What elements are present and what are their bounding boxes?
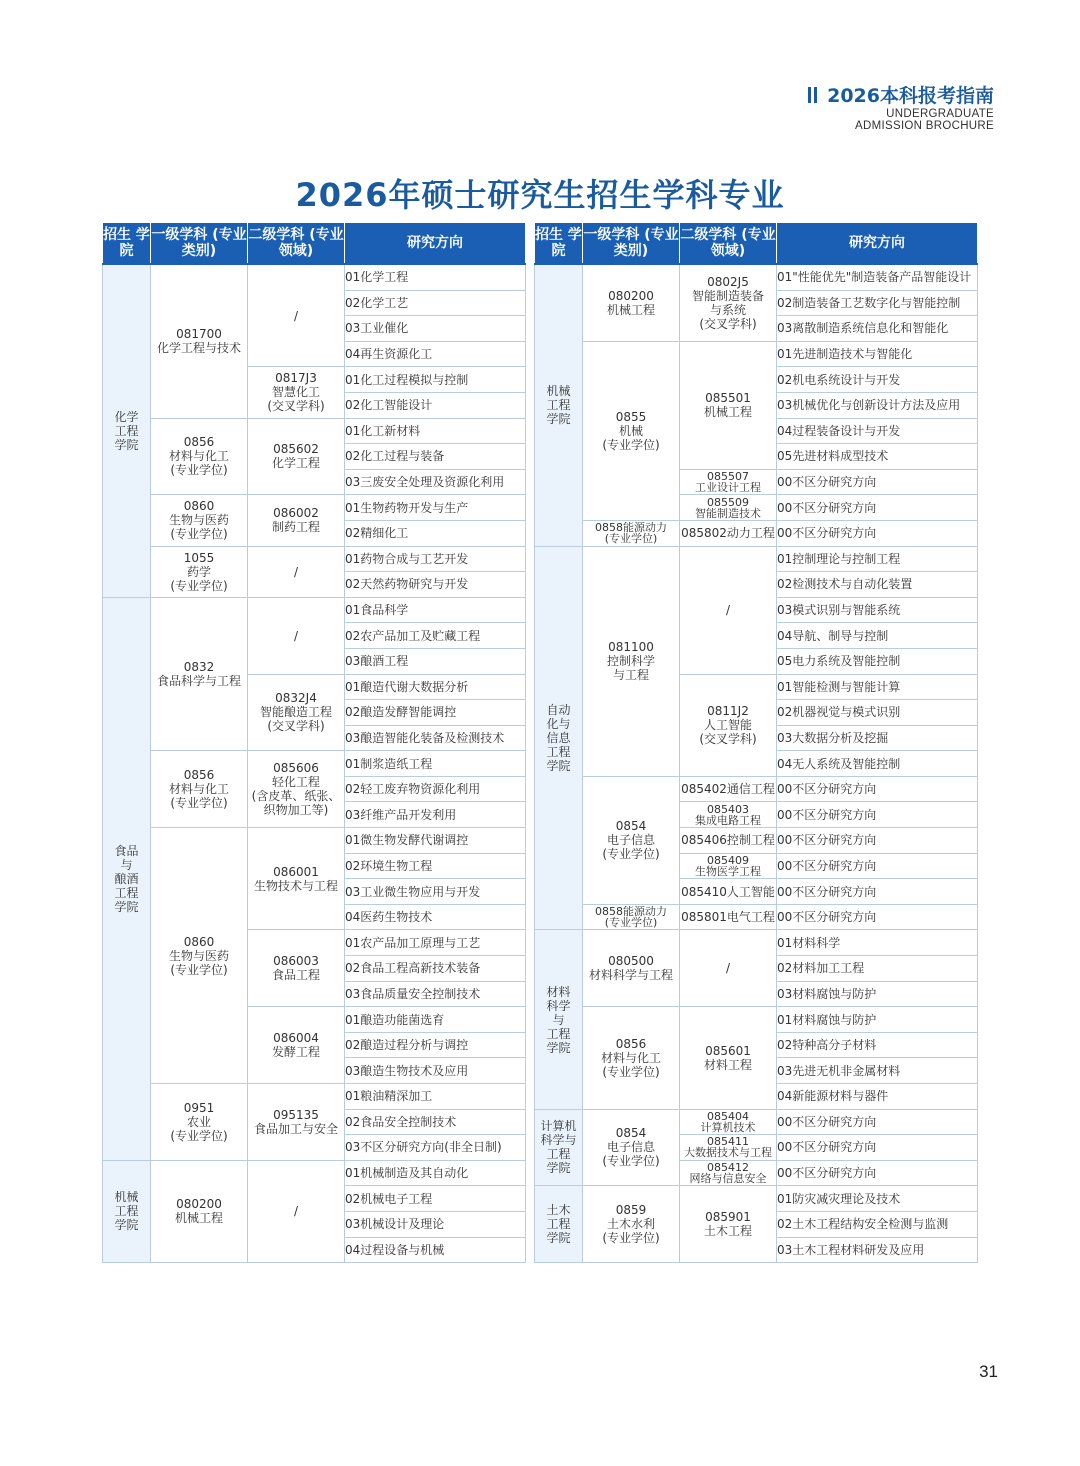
research-direction-cell: 00不区分研究方向 — [777, 879, 978, 905]
college-cell: 机械 工程 学院 — [535, 264, 583, 546]
col-header-college: 招生 学院 — [103, 223, 151, 265]
research-direction-cell: 05先进材料成型技术 — [777, 444, 978, 470]
research-direction-cell: 01化工过程模拟与控制 — [345, 367, 526, 393]
discipline-cell: 080500 材料科学与工程 — [583, 930, 680, 1007]
discipline-cell: / — [680, 546, 777, 674]
discipline-cell: 0817J3 智慧化工 (交叉学科) — [248, 367, 345, 418]
research-direction-cell: 00不区分研究方向 — [777, 469, 978, 495]
discipline-cell: / — [248, 546, 345, 597]
discipline-cell: 0856 材料与化工 (专业学位) — [151, 418, 248, 495]
research-direction-cell: 04再生资源化工 — [345, 341, 526, 367]
brand-bar-icon — [814, 87, 817, 103]
research-direction-cell: 00不区分研究方向 — [777, 1109, 978, 1135]
discipline-cell: 085411 大数据技术与工程 — [680, 1135, 777, 1161]
research-direction-cell: 04医药生物技术 — [345, 904, 526, 930]
research-direction-cell: 00不区分研究方向 — [777, 904, 978, 930]
research-direction-cell: 01药物合成与工艺开发 — [345, 546, 526, 572]
research-direction-cell: 03工业催化 — [345, 316, 526, 342]
discipline-cell: 085507 工业设计工程 — [680, 469, 777, 495]
table-row — [103, 1160, 526, 1186]
discipline-cell: / — [248, 597, 345, 674]
research-direction-cell: 04过程设备与机械 — [345, 1237, 526, 1263]
research-direction-cell: 01粮油精深加工 — [345, 1084, 526, 1110]
research-direction-cell: 02土木工程结构安全检测与监测 — [777, 1211, 978, 1237]
discipline-cell: 0854 电子信息 (专业学位) — [583, 776, 680, 904]
discipline-cell: 0832 食品科学与工程 — [151, 597, 248, 751]
research-direction-cell: 02化工过程与装备 — [345, 444, 526, 470]
research-direction-cell: 02机电系统设计与开发 — [777, 367, 978, 393]
research-direction-cell: 02酿造过程分析与调控 — [345, 1032, 526, 1058]
table-row — [535, 1186, 978, 1212]
research-direction-cell: 03模式识别与智能系统 — [777, 597, 978, 623]
research-direction-cell: 01先进制造技术与智能化 — [777, 341, 978, 367]
college-cell: 材料 科学 与 工程 学院 — [535, 930, 583, 1109]
discipline-cell: 085406控制工程 — [680, 828, 777, 854]
research-direction-cell: 01机械制造及其自动化 — [345, 1160, 526, 1186]
table-row — [103, 546, 526, 572]
discipline-cell: 0854 电子信息 (专业学位) — [583, 1109, 680, 1186]
research-direction-cell: 03机械优化与创新设计方法及应用 — [777, 392, 978, 418]
research-direction-cell: 02精细化工 — [345, 520, 526, 546]
brand-bar-icon — [808, 87, 811, 103]
table-row — [535, 1007, 978, 1033]
table-row — [535, 776, 978, 802]
research-direction-cell: 02制造装备工艺数字化与智能控制 — [777, 290, 978, 316]
col-header-college: 招生 学院 — [535, 223, 583, 265]
table-row — [103, 1084, 526, 1110]
discipline-cell: 086004 发酵工程 — [248, 1007, 345, 1084]
brand-subtitle-line1: UNDERGRADUATE — [886, 108, 994, 120]
research-direction-cell: 03机械设计及理论 — [345, 1211, 526, 1237]
discipline-cell: 085802动力工程 — [680, 520, 777, 546]
discipline-cell: 085801电气工程 — [680, 904, 777, 930]
table-header-row — [103, 223, 526, 265]
program-table-right — [534, 222, 978, 1263]
college-cell: 食品 与 酿酒 工程 学院 — [103, 597, 151, 1160]
research-direction-cell: 04新能源材料与器件 — [777, 1084, 978, 1110]
research-direction-cell: 00不区分研究方向 — [777, 853, 978, 879]
discipline-cell: 0860 生物与医药 (专业学位) — [151, 828, 248, 1084]
research-direction-cell: 01化工新材料 — [345, 418, 526, 444]
discipline-cell: 085501 机械工程 — [680, 341, 777, 469]
research-direction-cell: 03酿造生物技术及应用 — [345, 1058, 526, 1084]
discipline-cell: 0811J2 人工智能 (交叉学科) — [680, 674, 777, 776]
research-direction-cell: 01制浆造纸工程 — [345, 751, 526, 777]
table-row — [103, 264, 526, 290]
research-direction-cell: 00不区分研究方向 — [777, 1160, 978, 1186]
research-direction-cell: 00不区分研究方向 — [777, 520, 978, 546]
research-direction-cell: 01材料腐蚀与防护 — [777, 1007, 978, 1033]
research-direction-cell: 03纤维产品开发利用 — [345, 802, 526, 828]
page-number: 31 — [979, 1362, 998, 1381]
table-row — [535, 264, 978, 290]
discipline-cell: / — [680, 930, 777, 1007]
brand-title — [808, 84, 994, 108]
table-row — [103, 597, 526, 623]
research-direction-cell: 02化工智能设计 — [345, 392, 526, 418]
college-cell: 化学 工程 学院 — [103, 264, 151, 597]
research-direction-cell: 03酿造智能化装备及检测技术 — [345, 725, 526, 751]
brand-title-text: 2026本科报考指南 — [827, 85, 994, 107]
table-row — [103, 751, 526, 777]
research-direction-cell: 02食品工程高新技术装备 — [345, 956, 526, 982]
table-row — [535, 341, 978, 367]
discipline-cell: 0858能源动力 (专业学位) — [583, 904, 680, 930]
col-header-level2: 二级学科 (专业领域) — [248, 223, 345, 265]
research-direction-cell: 02化学工艺 — [345, 290, 526, 316]
research-direction-cell: 04无人系统及智能控制 — [777, 751, 978, 777]
discipline-cell: 085412 网络与信息安全 — [680, 1160, 777, 1186]
research-direction-cell: 03离散制造系统信息化和智能化 — [777, 316, 978, 342]
research-direction-cell: 01控制理论与控制工程 — [777, 546, 978, 572]
research-direction-cell: 01材料科学 — [777, 930, 978, 956]
discipline-cell: / — [248, 264, 345, 367]
research-direction-cell: 02天然药物研究与开发 — [345, 572, 526, 598]
research-direction-cell: 02农产品加工及贮藏工程 — [345, 623, 526, 649]
col-header-direction: 研究方向 — [345, 223, 526, 265]
discipline-cell: 085602 化学工程 — [248, 418, 345, 495]
brand-header — [808, 84, 994, 132]
discipline-cell: 081100 控制科学 与工程 — [583, 546, 680, 776]
discipline-cell: 085403 集成电路工程 — [680, 802, 777, 828]
research-direction-cell: 03先进无机非金属材料 — [777, 1058, 978, 1084]
research-direction-cell: 00不区分研究方向 — [777, 495, 978, 521]
research-direction-cell: 00不区分研究方向 — [777, 802, 978, 828]
research-direction-cell: 04导航、制导与控制 — [777, 623, 978, 649]
college-cell: 计算机 科学与 工程 学院 — [535, 1109, 583, 1186]
discipline-cell: / — [248, 1160, 345, 1262]
discipline-cell: 085606 轻化工程 (含皮革、纸张、 织物加工等) — [248, 751, 345, 828]
research-direction-cell: 01智能检测与智能计算 — [777, 674, 978, 700]
table-header-row — [535, 223, 978, 265]
discipline-cell: 1055 药学 (专业学位) — [151, 546, 248, 597]
research-direction-cell: 02材料加工工程 — [777, 956, 978, 982]
program-table-left — [102, 222, 526, 1263]
research-direction-cell: 02环境生物工程 — [345, 853, 526, 879]
table-row — [103, 828, 526, 854]
research-direction-cell: 05电力系统及智能控制 — [777, 648, 978, 674]
research-direction-cell: 03不区分研究方向(非全日制) — [345, 1135, 526, 1161]
col-header-level1: 一级学科 (专业类别) — [151, 223, 248, 265]
discipline-cell: 0832J4 智能酿造工程 (交叉学科) — [248, 674, 345, 751]
discipline-cell: 095135 食品加工与安全 — [248, 1084, 345, 1161]
research-direction-cell: 01农产品加工原理与工艺 — [345, 930, 526, 956]
research-direction-cell: 01酿造功能菌选育 — [345, 1007, 526, 1033]
research-direction-cell: 01微生物发酵代谢调控 — [345, 828, 526, 854]
table-row — [535, 930, 978, 956]
discipline-cell: 086002 制药工程 — [248, 495, 345, 546]
table-row — [103, 418, 526, 444]
college-cell: 土木 工程 学院 — [535, 1186, 583, 1263]
table-row — [103, 495, 526, 521]
discipline-cell: 0860 生物与医药 (专业学位) — [151, 495, 248, 546]
discipline-cell: 0856 材料与化工 (专业学位) — [583, 1007, 680, 1109]
research-direction-cell: 03酿酒工程 — [345, 648, 526, 674]
research-direction-cell: 03大数据分析及挖掘 — [777, 725, 978, 751]
discipline-cell: 086003 食品工程 — [248, 930, 345, 1007]
research-direction-cell: 00不区分研究方向 — [777, 1135, 978, 1161]
research-direction-cell: 03土木工程材料研发及应用 — [777, 1237, 978, 1263]
research-direction-cell: 02检测技术与自动化装置 — [777, 572, 978, 598]
discipline-cell: 0858能源动力 (专业学位) — [583, 520, 680, 546]
table-row — [535, 904, 978, 930]
table-body — [535, 264, 978, 1263]
research-direction-cell: 01"性能优先"制造装备产品智能设计 — [777, 264, 978, 290]
research-direction-cell: 03食品质量安全控制技术 — [345, 981, 526, 1007]
discipline-cell: 086001 生物技术与工程 — [248, 828, 345, 930]
discipline-cell: 0859 土木水利 (专业学位) — [583, 1186, 680, 1263]
research-direction-cell: 01生物药物开发与生产 — [345, 495, 526, 521]
brand-subtitle-line2: ADMISSION BROCHURE — [855, 120, 994, 132]
research-direction-cell: 02酿造发酵智能调控 — [345, 700, 526, 726]
col-header-level2: 二级学科 (专业领域) — [680, 223, 777, 265]
research-direction-cell: 03工业微生物应用与开发 — [345, 879, 526, 905]
research-direction-cell: 02机器视觉与模式识别 — [777, 700, 978, 726]
discipline-cell: 080200 机械工程 — [151, 1160, 248, 1262]
table-row — [535, 1109, 978, 1135]
col-header-level1: 一级学科 (专业类别) — [583, 223, 680, 265]
research-direction-cell: 00不区分研究方向 — [777, 776, 978, 802]
discipline-cell: 085410人工智能 — [680, 879, 777, 905]
discipline-cell: 085601 材料工程 — [680, 1007, 777, 1109]
research-direction-cell: 01酿造代谢大数据分析 — [345, 674, 526, 700]
college-cell: 机械 工程 学院 — [103, 1160, 151, 1262]
discipline-cell: 080200 机械工程 — [583, 264, 680, 341]
discipline-cell: 0855 机械 (专业学位) — [583, 341, 680, 520]
table-row — [535, 546, 978, 572]
discipline-cell: 085402通信工程 — [680, 776, 777, 802]
discipline-cell: 0951 农业 (专业学位) — [151, 1084, 248, 1161]
research-direction-cell: 02特种高分子材料 — [777, 1032, 978, 1058]
discipline-cell: 081700 化学工程与技术 — [151, 264, 248, 418]
research-direction-cell: 02机械电子工程 — [345, 1186, 526, 1212]
research-direction-cell: 04过程装备设计与开发 — [777, 418, 978, 444]
page-title: 2026年硕士研究生招生学科专业 — [295, 176, 785, 214]
discipline-cell: 085409 生物医学工程 — [680, 853, 777, 879]
research-direction-cell: 02食品安全控制技术 — [345, 1109, 526, 1135]
research-direction-cell: 03三废安全处理及资源化利用 — [345, 469, 526, 495]
research-direction-cell: 02轻工废弃物资源化利用 — [345, 776, 526, 802]
discipline-cell: 0802J5 智能制造装备 与系统 (交叉学科) — [680, 264, 777, 341]
discipline-cell: 085404 计算机技术 — [680, 1109, 777, 1135]
research-direction-cell: 01防灾减灾理论及技术 — [777, 1186, 978, 1212]
table-body — [103, 264, 526, 1263]
research-direction-cell: 03材料腐蚀与防护 — [777, 981, 978, 1007]
discipline-cell: 085509 智能制造技术 — [680, 495, 777, 521]
discipline-cell: 0856 材料与化工 (专业学位) — [151, 751, 248, 828]
college-cell: 自动 化与 信息 工程 学院 — [535, 546, 583, 930]
col-header-direction: 研究方向 — [777, 223, 978, 265]
discipline-cell: 085901 土木工程 — [680, 1186, 777, 1263]
research-direction-cell: 01化学工程 — [345, 264, 526, 290]
research-direction-cell: 00不区分研究方向 — [777, 828, 978, 854]
research-direction-cell: 01食品科学 — [345, 597, 526, 623]
table-row — [535, 520, 978, 546]
